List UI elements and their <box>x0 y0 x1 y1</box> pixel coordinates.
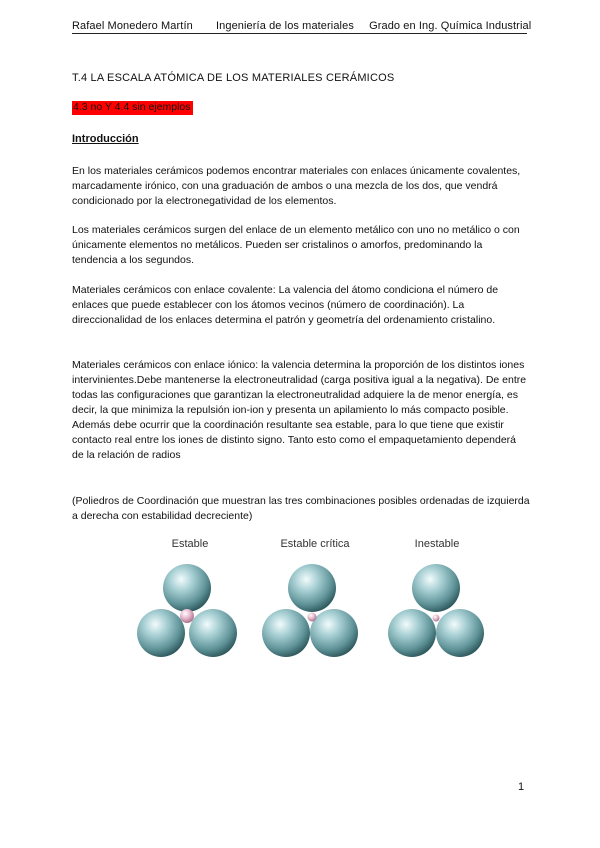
anion-sphere <box>310 609 358 657</box>
paragraph: Materiales cerámicos con enlace covalente: La valencia del átomo condiciona el número de enlaces que puede establecer con los átomos vecinos (número de coordinación). La direccionalidad de los enlaces determina el patrón y geometría del ordenamiento cristalino. <box>72 284 499 326</box>
highlighted-note: 4.3 no Y 4.4 sin ejemplos <box>73 101 191 113</box>
page-number: 1 <box>518 781 525 793</box>
paragraph: En los materiales cerámicos podemos encontrar materiales con enlaces únicamente covalentes, marcadamente irónico, con una graduación de ambos o una mezcla de los dos, que vendrá condicionado por la electronegatividad de los elementos. <box>72 165 521 207</box>
anion-sphere <box>189 609 237 657</box>
cation-sphere <box>308 613 317 622</box>
unstable-configuration <box>388 564 484 657</box>
section-title: Introducción <box>72 133 139 145</box>
label-estable-critica: Estable crítica <box>280 538 350 550</box>
header-author: Rafael Monedero Martín <box>72 20 193 32</box>
header-degree: Grado en Ing. Química Industrial <box>369 20 532 32</box>
paragraph: Los materiales cerámicos surgen del enlace de un elemento metálico con uno no metálico o con únicamente elementos no metálicos. Pueden ser cristalinos o amorfos, predominando la tendencia a los segundos. <box>72 224 520 266</box>
paragraph: Materiales cerámicos con enlace iónico: la valencia determina la proporción de los distintos iones intervinientes.Debe mantenerse la electroneutralidad (carga positiva igual a la negativa). De entre todas las configuraciones que garantizan la electroneutralidad adquiere la de menor energía, es decir, la que minimiza la repulsión ion-ion y presenta un apilamiento lo más compacto posible. Además debe ocurrir que la coordinación resultante sea estable, para lo que tiene que existir contacto real entre los iones de distinto signo. Tanto esto como el empaquetamiento dependerá de la relación de radios <box>72 359 527 461</box>
critical-stable-configuration <box>262 564 358 657</box>
header-subject: Ingeniería de los materiales <box>215 20 354 32</box>
page-header <box>72 20 532 34</box>
anion-sphere <box>412 564 460 612</box>
coordination-diagram <box>130 538 490 660</box>
stable-configuration <box>137 564 237 657</box>
document-title: T.4 LA ESCALA ATÓMICA DE LOS MATERIALES CERÁMICOS <box>72 72 395 84</box>
label-estable: Estable <box>171 538 209 550</box>
label-inestable: Inestable <box>414 538 460 550</box>
anion-sphere <box>163 564 211 612</box>
anion-sphere <box>137 609 185 657</box>
anion-sphere <box>262 609 310 657</box>
anion-sphere <box>436 609 484 657</box>
anion-sphere <box>388 609 436 657</box>
cation-sphere <box>433 615 440 622</box>
anion-sphere <box>288 564 336 612</box>
cation-sphere <box>180 609 194 623</box>
figure-caption: (Poliedros de Coordinación que muestran las tres combinaciones posibles ordenadas de izquierda a derecha con estabilidad decreciente) <box>72 495 530 522</box>
coordination-figure <box>130 538 490 660</box>
